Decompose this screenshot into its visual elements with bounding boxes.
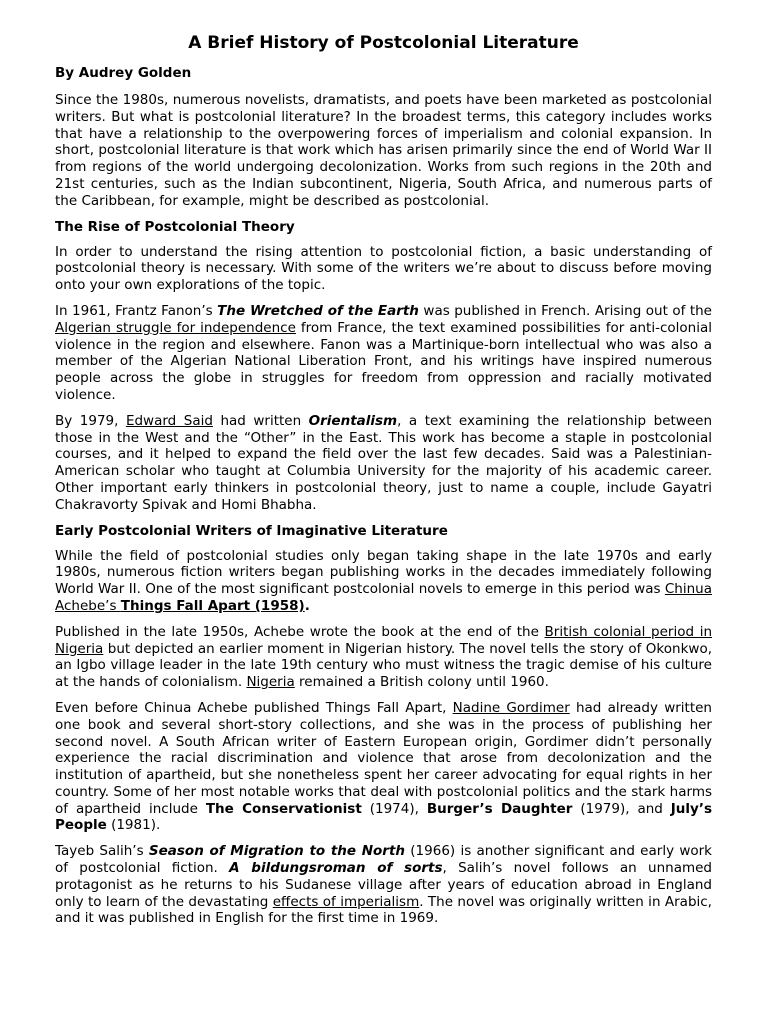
paragraph-salih [55,843,712,927]
text-run: but depicted an earlier moment in Nigerian history. The novel tells the story of Okonkwo, an Igbo village leader in the late 19th century who must witness the tragic demise of his culture at the hands of colonialism. [55,640,712,691]
text-run: , Salih’s novel follows an unnamed protagonist as he returns to his Sudanese village after years of education abroad in England only to learn of the devastating [55,860,712,910]
text-run: Published in the late 1950s, Achebe wrote the book at the end of the [55,623,545,640]
page-title: A Brief History of Postcolonial Literature [188,33,579,53]
text-run: (1979), and [572,800,671,817]
text-run: (1974), [361,800,427,817]
text-run: While the field of postcolonial studies only began taking shape in the late 1970s and early 1980s, numerous fiction writers began publishing works in the decades immediately following World War II. One of the most significant postcolonial novels to emerge in this period was [55,547,712,598]
book-title-conservationist: The Conservationist [205,800,362,817]
text-run: from France, the text examined possibilities for anti-colonial violence in the region and elsewhere. Fanon was a Martinique-born intellectual who was also a member of the Algerian National Liberation Front, and his writings have inspired numerous people across the globe in struggles for freedom from oppression and racially motivated violence. [55,319,712,403]
book-title-orientalism: Orientalism [308,412,398,429]
paragraph-said [55,413,712,514]
text-run: (1981). [106,817,161,834]
paragraph-fanon [55,303,712,404]
text-run: Even before Chinua Achebe published Things Fall Apart, [55,699,453,716]
text-run: Tayeb Salih’s [55,843,149,860]
text-run: In 1961, Frantz Fanon’s [55,302,218,319]
text-run: (1966) is another significant and early work of postcolonial fiction. [55,843,712,877]
intro-paragraph: Since the 1980s, numerous novelists, dramatists, and poets have been marketed as postcolonial writers. But what is postcolonial literature? In the broadest terms, this category includes works that have a relationship to the overpowering forces of imperialism and colonial expansion. In short, postcolonial literature is that work which has arisen primarily since the end of World War II from regions of the world undergoing decolonization. Works from such regions in the 20th and 21st centuries, such as the Indian subcontinent, Nigeria, South Africa, and numerous parts of the Caribbean, for example, might be described as postcolonial. [55,92,712,209]
link-algerian-struggle[interactable]: Algerian struggle for independence [55,319,296,336]
paragraph-early-writers [55,548,712,615]
book-title-season-of-migration: Season of Migration to the North [148,843,406,860]
link-text-bold: Things Fall Apart (1958) [120,597,305,614]
text-run: By 1979, [55,412,126,429]
text-run: remained a British colony until 1960. [294,674,549,691]
paragraph-theory-intro: In order to understand the rising attention to postcolonial fiction, a basic understanding of postcolonial theory is necessary. With some of the writers we’re about to discuss before moving onto your own explorations of the topic. [55,243,712,294]
link-nadine-gordimer[interactable]: Nadine Gordimer [452,699,570,716]
text-run: had written [212,412,309,429]
book-title-wretched: The Wretched of the Earth [217,302,419,319]
text-run: , a text examining the relationship between those in the West and the “Other” in the East. This work has become a staple in postcolonial courses, and it helped to expand the field over the last few decades. Said was a Palestinian-American scholar who taught at Columbia University for the majority of his academic career. Other important early thinkers in postcolonial theory, just to name a couple, include Gayatri Chakravorty Spivak and Homi Bhabha. [55,412,712,513]
book-title-burgers-daughter: Burger’s Daughter [426,800,573,817]
book-title-julys-people: July’s People [55,800,713,834]
paragraph-gordimer [55,700,712,834]
link-effects-of-imperialism[interactable]: effects of imperialism [272,893,420,910]
paragraph-achebe [55,624,712,691]
link-nigeria[interactable]: Nigeria [246,674,295,691]
phrase-bildungsroman: A bildungsroman of sorts [229,860,443,877]
section-heading-theory: The Rise of Postcolonial Theory [55,218,295,235]
text-run: had already written one book and several short-story collections, and she was in the process of publishing her second novel. A South African writer of Eastern European origin, Gordimer didn’t personally experience the racial discrimination and violence that arose from decolonization and the institution of apartheid, but she nonetheless spent her career advocating for equal rights in her country. Some of her most notable works that deal with postcolonial politics and the stark harms of apartheid include [55,699,712,817]
author-byline: By Audrey Golden [55,65,192,81]
link-text: Chinua Achebe’s [55,581,712,614]
link-british-colonial-period[interactable]: British colonial period in Nigeria [55,623,713,657]
text-run: . [304,597,310,614]
link-edward-said[interactable]: Edward Said [125,412,213,429]
text-run: . The novel was originally written in Arabic, and it was published in English for the first time in 1969. [55,893,712,927]
text-run: was published in French. Arising out of the [418,302,712,319]
section-heading-early-writers: Early Postcolonial Writers of Imaginative Literature [55,522,448,539]
